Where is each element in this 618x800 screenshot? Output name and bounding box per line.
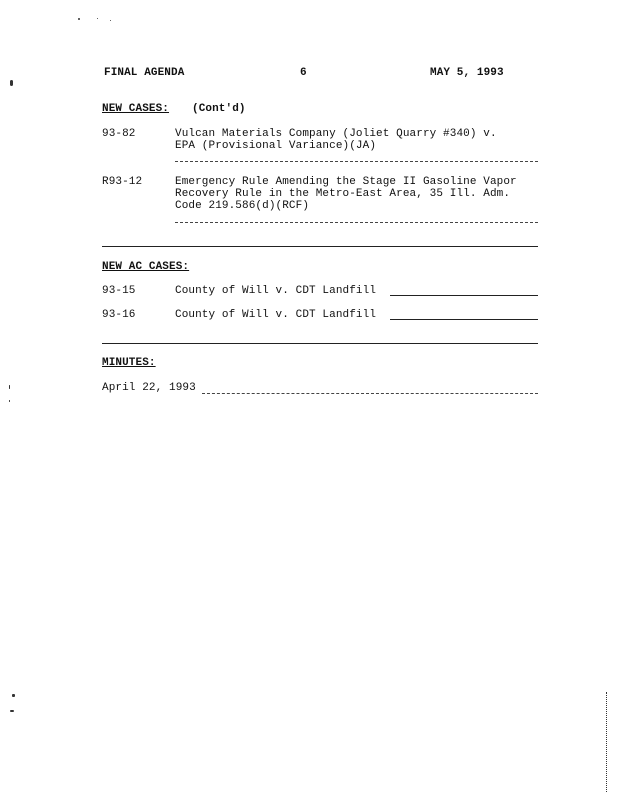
signature-line	[390, 295, 538, 296]
page-number: 6	[300, 67, 307, 79]
scan-edge-line	[606, 692, 607, 792]
case-description-line: Recovery Rule in the Metro-East Area, 35 Ill. Adm.	[175, 188, 511, 200]
minutes-heading: MINUTES:	[102, 357, 156, 369]
signature-line	[175, 222, 538, 223]
scan-speck	[10, 710, 14, 712]
ac-case-description: County of Will v. CDT Landfill	[175, 285, 377, 297]
case-description-line: Code 219.586(d)(RCF)	[175, 200, 310, 212]
new-ac-cases-heading: NEW AC CASES:	[102, 261, 190, 273]
ac-case-number: 93-16	[102, 309, 136, 321]
scan-speck	[9, 385, 10, 389]
case-description-line: Vulcan Materials Company (Joliet Quarry #340) v.	[175, 128, 497, 140]
new-cases-contd: (Cont'd)	[192, 103, 246, 115]
scan-speck	[9, 400, 10, 402]
ac-case-description: County of Will v. CDT Landfill	[175, 309, 377, 321]
minutes-date: April 22, 1993	[102, 382, 196, 394]
section-divider	[102, 343, 538, 344]
case-description-line: EPA (Provisional Variance)(JA)	[175, 140, 377, 152]
section-divider	[102, 246, 538, 247]
case-number: 93-82	[102, 128, 136, 140]
signature-line	[202, 393, 538, 394]
ac-case-number: 93-15	[102, 285, 136, 297]
agenda-date: MAY 5, 1993	[430, 67, 504, 79]
case-description-line: Emergency Rule Amending the Stage II Gasoline Vapor	[175, 176, 517, 188]
signature-line	[175, 161, 538, 162]
scan-speck	[97, 18, 98, 19]
scan-speck	[78, 18, 80, 20]
case-number: R93-12	[102, 176, 143, 188]
agenda-title: FINAL AGENDA	[104, 67, 185, 79]
signature-line	[390, 319, 538, 320]
scan-speck	[12, 694, 15, 697]
scan-speck	[10, 80, 13, 86]
new-cases-heading: NEW CASES:	[102, 103, 170, 115]
scan-speck	[110, 20, 111, 21]
